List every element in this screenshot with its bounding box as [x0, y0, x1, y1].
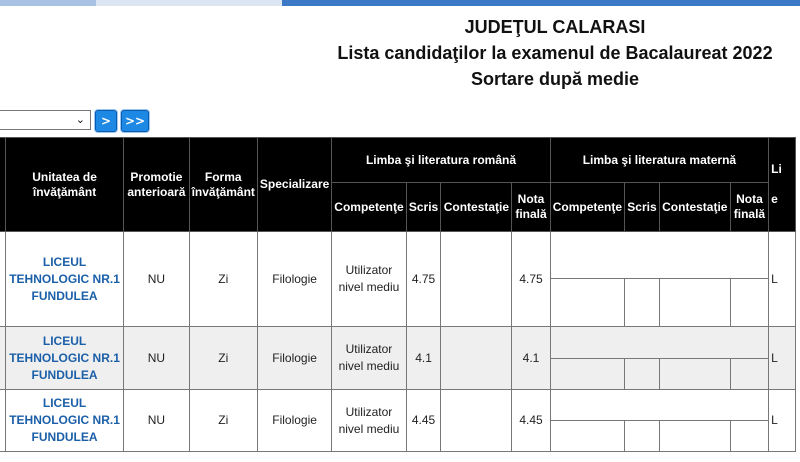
- ro-contestatie-cell: [441, 327, 512, 390]
- header-ro-contestatie: Contestaţie: [441, 183, 512, 232]
- header-form: Forma învăţământ: [189, 138, 257, 232]
- header-next-partial-text: Li: [771, 162, 782, 176]
- mat-contestatie-cell: [659, 359, 730, 390]
- header-unit: Unitatea de învăţământ: [5, 138, 123, 232]
- header-ro-competente: Competenţe: [332, 183, 406, 232]
- form-cell: Zi: [189, 327, 257, 390]
- ro-scris-cell: 4.45: [406, 390, 441, 452]
- ro-nota-cell: 4.45: [512, 390, 550, 452]
- next-partial-cell: L: [769, 327, 796, 390]
- mat-competente-cell: [550, 421, 624, 452]
- mat-scris-cell: [625, 359, 660, 390]
- form-cell: Zi: [189, 232, 257, 327]
- next-partial-cell: L: [769, 390, 796, 452]
- ro-competente-cell: Utilizator nivel mediu: [332, 390, 406, 452]
- spec-cell: Filologie: [257, 390, 331, 452]
- header-next-partial-text2: e: [771, 192, 778, 206]
- mat-competente-cell: [550, 279, 624, 327]
- ro-competente-cell: Utilizator nivel mediu: [332, 232, 406, 327]
- mat-nota-cell: [730, 279, 768, 327]
- last-page-button[interactable]: >>: [121, 110, 149, 132]
- chevron-down-icon: ⌄: [75, 113, 85, 126]
- ro-competente-cell: Utilizator nivel mediu: [332, 327, 406, 390]
- county-title: JUDEŢUL CALARASI: [464, 17, 646, 37]
- next-page-button[interactable]: >: [95, 110, 117, 132]
- school-link[interactable]: LICEUL TEHNOLOGIC NR.1 FUNDULEA: [5, 390, 123, 452]
- spec-cell: Filologie: [257, 232, 331, 327]
- mat-scris-cell: [625, 421, 660, 452]
- header-promo: Promotie anterioară: [124, 138, 189, 232]
- ro-nota-cell: 4.75: [512, 232, 550, 327]
- header-mat-contestatie: Contestaţie: [659, 183, 730, 232]
- next-partial-cell: L: [769, 232, 796, 327]
- page-title: Lista candidaţilor la examenul de Bacalaureat 2022: [337, 43, 773, 63]
- ro-scris-cell: 4.75: [406, 232, 441, 327]
- header-materna: Limba şi literatura maternă: [550, 138, 768, 183]
- mat-merged-cell: [550, 390, 768, 421]
- table-row: [0, 232, 796, 279]
- results-table: [0, 137, 796, 452]
- table-row: [0, 327, 796, 359]
- ro-scris-cell: 4.1: [406, 327, 441, 390]
- mat-contestatie-cell: [659, 279, 730, 327]
- table-row: [0, 390, 796, 421]
- header-mat-nota-finala: Nota finală: [730, 183, 768, 232]
- header-mat-competente: Competenţe: [550, 183, 624, 232]
- header-ro-nota-finala: Nota finală: [512, 183, 550, 232]
- header-romana: Limba şi literatura română: [332, 138, 550, 183]
- mat-merged-cell: [550, 327, 768, 359]
- browser-top-bar: [0, 0, 800, 6]
- school-link[interactable]: LICEUL TEHNOLOGIC NR.1 FUNDULEA: [5, 327, 123, 390]
- page-titles: [310, 14, 800, 92]
- mat-nota-cell: [730, 421, 768, 452]
- header-ro-scris: Scris: [406, 183, 441, 232]
- mat-scris-cell: [625, 279, 660, 327]
- header-mat-scris: Scris: [625, 183, 660, 232]
- form-cell: Zi: [189, 390, 257, 452]
- school-link[interactable]: LICEUL TEHNOLOGIC NR.1 FUNDULEA: [5, 232, 123, 327]
- header-next-partial: [769, 138, 796, 232]
- mat-merged-cell: [550, 232, 768, 279]
- mat-contestatie-cell: [659, 421, 730, 452]
- ro-nota-cell: 4.1: [512, 327, 550, 390]
- mat-competente-cell: [550, 359, 624, 390]
- mat-nota-cell: [730, 359, 768, 390]
- top-bar-segment: [0, 0, 96, 6]
- promo-cell: NU: [124, 390, 189, 452]
- top-bar-accent: [282, 0, 800, 6]
- page-select[interactable]: [0, 110, 91, 130]
- ro-contestatie-cell: [441, 232, 512, 327]
- sort-subtitle: Sortare după medie: [470, 69, 640, 89]
- ro-contestatie-cell: [441, 390, 512, 452]
- promo-cell: NU: [124, 327, 189, 390]
- spec-cell: Filologie: [257, 327, 331, 390]
- header-spec: Specializare: [257, 138, 331, 232]
- promo-cell: NU: [124, 232, 189, 327]
